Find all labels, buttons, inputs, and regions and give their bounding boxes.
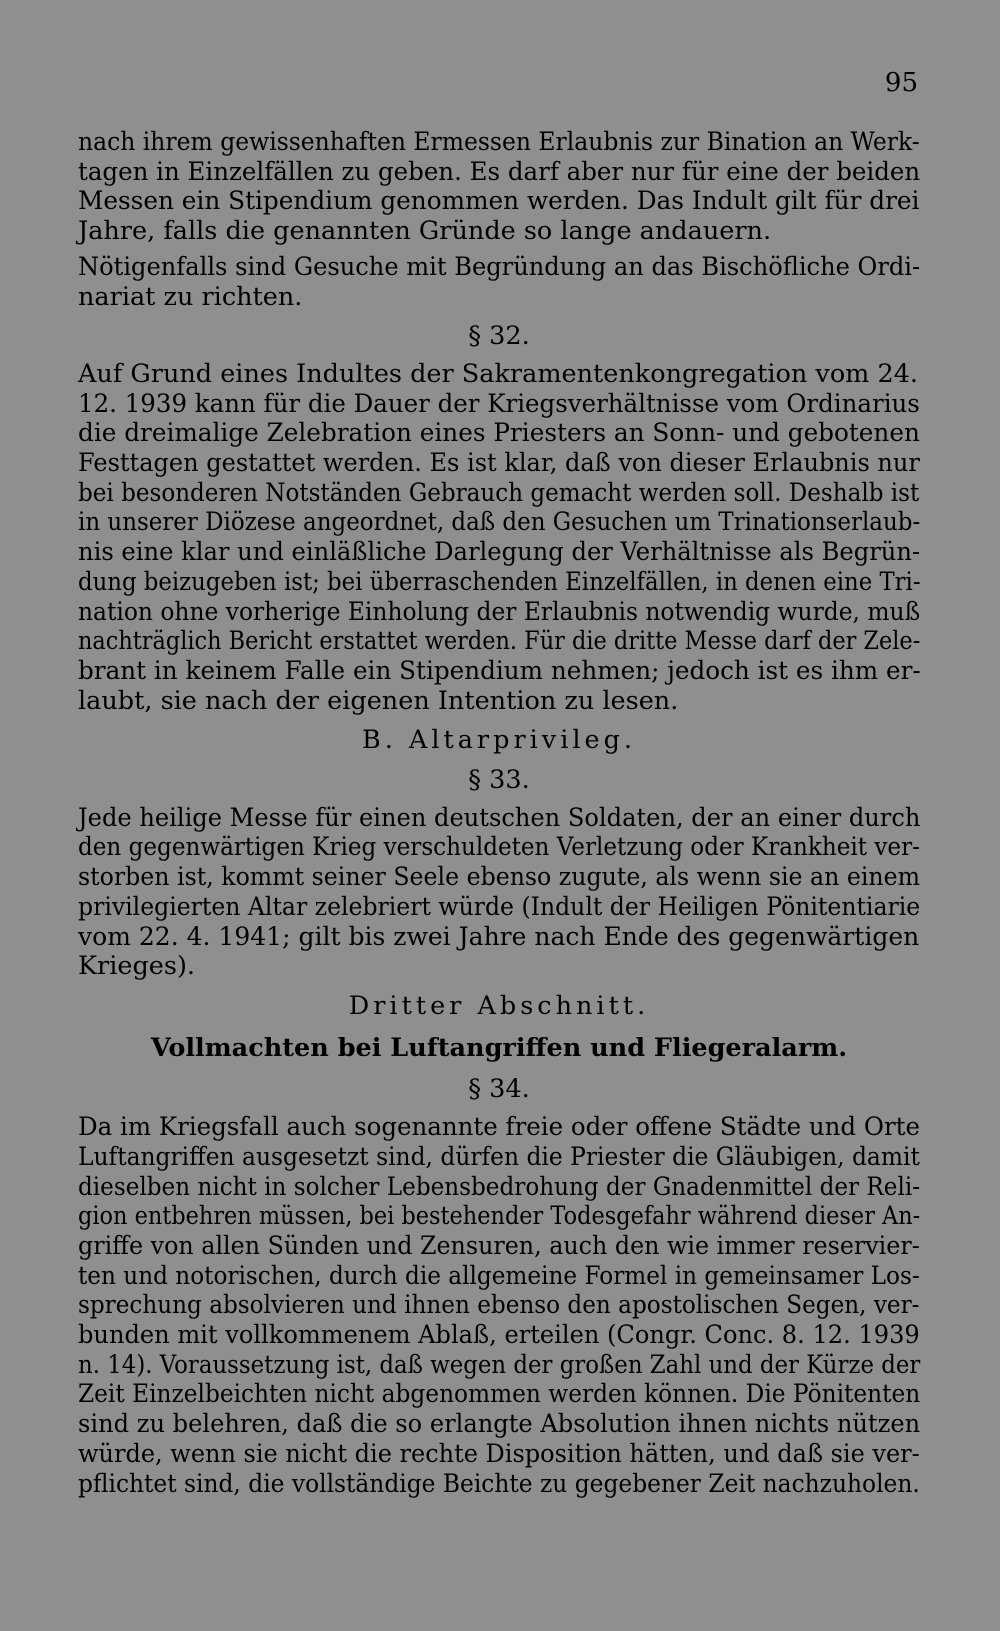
paragraph-1 [78,128,920,247]
text-line: n. 14). Voraussetzung ist, daß wegen der großen Zahl und der Kürze der [78,1349,921,1380]
document-body [78,128,920,1499]
text-line: laubt, sie nach der eigenen Intention zu lesen. [78,685,679,716]
text-line: griffe von allen Sünden und Zensuren, auch den wie immer reservier- [78,1230,920,1261]
text-line: bunden mit vollkommenem Ablaß, erteilen (Congr. Conc. 8. 12. 1939 [78,1320,920,1351]
text-line: privilegierten Altar zelebriert würde (Indult der Heiligen Pönitentiarie [78,891,921,922]
heading-altarprivileg: B. Altarprivileg. [361,725,637,756]
text-line: nach ihrem gewissenhaften Ermessen Erlaubnis zur Bination an Werk- [78,127,920,157]
text-line: bei besonderen Notständen Gebrauch gemacht werden soll. Deshalb ist [78,477,920,508]
paragraph-2 [78,253,920,312]
text-line: Zeit Einzelbeichten nicht abgenommen werden können. Die Pönitenten [78,1379,921,1410]
text-line: Festtagen gestattet werden. Es ist klar, daß von dieser Erlaubnis nur [78,448,920,479]
text-line: Da im Kriegsfall auch sogenannte freie oder offene Städte und Orte [78,1112,920,1143]
text-line: 12. 1939 kann für die Dauer der Kriegsverhältnisse vom Ordinarius [78,388,920,419]
text-line: dieselben nicht in solcher Lebensbedrohung der Gnadenmittel der Reli- [78,1171,921,1202]
text-line: Nötigenfalls sind Gesuche mit Begründung an das Bischöfliche Ordi- [78,251,921,282]
paragraph-4 [78,804,920,982]
section-34-heading: § 34. [468,1074,530,1105]
text-line: vom 22. 4. 1941; gilt bis zwei Jahre nach Ende des gegenwärtigen [78,921,920,952]
text-line: brant in keinem Falle ein Stipendium nehmen; jedoch ist es ihm er- [78,655,921,686]
text-line: nachträglich Bericht erstattet werden. Für die dritte Messe darf der Zele- [78,626,921,657]
text-line: sind zu belehren, daß die so erlangte Absolution ihnen nichts nützen [78,1409,921,1440]
text-line: den gegenwärtigen Krieg verschuldeten Verletzung oder Krankheit ver- [78,832,920,863]
text-line: würde, wenn sie nicht die rechte Disposition hätten, und daß sie ver- [78,1438,920,1469]
text-line: nariat zu richten. [78,281,303,312]
text-line: Auf Grund eines Indultes der Sakramentenkongregation vom 24. [78,358,919,389]
text-line: pflichtet sind, die vollständige Beichte zu gegebener Zeit nachzuholen. [78,1468,920,1499]
section-32-heading: § 32. [468,321,530,352]
text-line: nis eine klar und einläßliche Darlegung der Verhältnisse als Begrün- [78,537,921,568]
text-line: sprechung absolvieren und ihnen ebenso den apostolischen Segen, ver- [78,1290,920,1321]
paragraph-3 [78,360,920,716]
text-line: Messen ein Stipendium genommen werden. Das Indult gilt für drei [78,186,920,217]
heading-dritter-abschnitt: Dritter Abschnitt. [348,990,650,1021]
text-line: Krieges). [78,951,196,982]
text-line: dung beizugeben ist; bei überraschenden Einzelfällen, in denen eine Tri- [78,566,921,597]
text-line: gion entbehren müssen, bei bestehender Todesgefahr während dieser An- [78,1201,921,1232]
section-33-heading: § 33. [468,765,530,796]
text-line: die dreimalige Zelebration eines Priesters an Sonn- und gebotenen [78,418,920,449]
text-line: Jede heilige Messe für einen deutschen Soldaten, der an einer durch [78,802,921,833]
page-number: 95 [884,68,918,98]
text-line: Luftangriffen ausgesetzt sind, dürfen die Priester die Gläubigen, damit [78,1141,920,1172]
heading-vollmachten: Vollmachten bei Luftangriffen und Fliegeralarm. [150,1032,848,1063]
text-line: Jahre, falls die genannten Gründe so lange andauern. [78,216,772,247]
text-line: in unserer Diözese angeordnet, daß den Gesuchen um Trinationserlaub- [78,507,921,538]
paragraph-5 [78,1113,920,1499]
text-line: tagen in Einzelfällen zu geben. Es darf aber nur für eine der beiden [78,156,921,187]
text-line: ten und notorischen, durch die allgemeine Formel in gemeinsamer Los- [78,1260,920,1291]
text-line: nation ohne vorherige Einholung der Erlaubnis notwendig wurde, muß [78,596,921,627]
text-line: storben ist, kommt seiner Seele ebenso zugute, als wenn sie an einem [78,862,921,893]
